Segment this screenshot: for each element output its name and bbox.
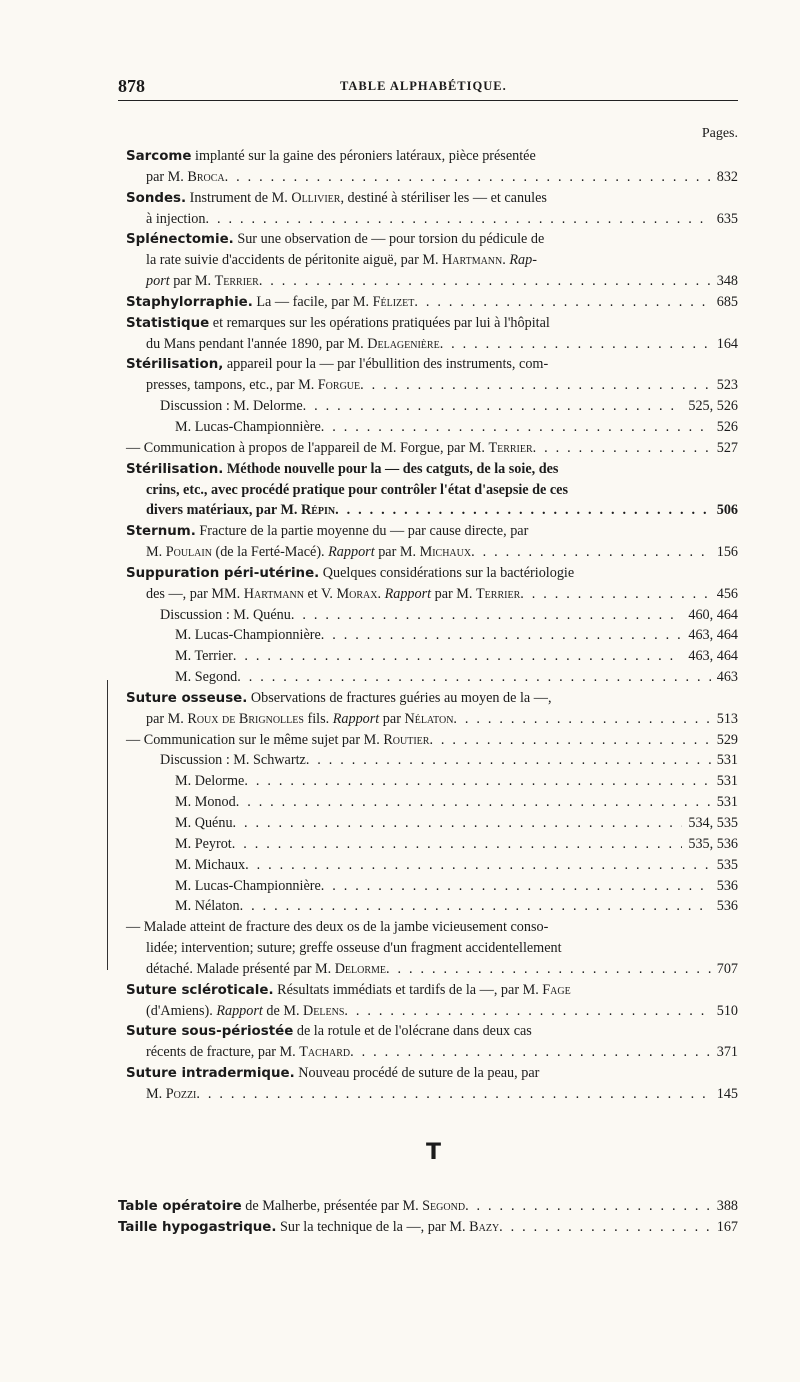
discussion-line: M. Lucas-Championnière . . . 463, 464 (126, 625, 738, 646)
communication-line: — Communication sur le même sujet par M. Routier . . . 529 (126, 730, 738, 751)
entry-line: par M. Broca . . . 832 (126, 167, 738, 188)
entry-sternum: Sternum. Fracture de la partie moyenne du — par cause directe, par (126, 523, 529, 540)
page-ref: 832 (716, 168, 738, 185)
page-ref: 167 (716, 1218, 738, 1235)
entry-line: des —, par MM. Hartmann et V. Morax. Rapport par M. Terrier . . . 456 (126, 584, 738, 605)
entry-line: port par M. Terrier . . . 348 (126, 271, 738, 292)
entry-line: M. Poulain (de la Ferté-Macé). Rapport par M. Michaux . . . 156 (126, 542, 738, 563)
entry-line: du Mans pendant l'année 1890, par M. Delagenière . . . 164 (126, 334, 738, 355)
page-ref: 685 (716, 293, 738, 310)
entry-suppuration: Suppuration péri-utérine. Quelques considérations sur la bactériologie (126, 564, 575, 581)
malade-line: lidée; intervention; suture; greffe osseuse d'un fragment accidentellement (146, 940, 562, 957)
entry-line: M. Pozzi . . . 145 (126, 1084, 738, 1105)
discussion-line: M. Quénu . . . 534, 535 (126, 813, 738, 834)
page-ref: 463 (716, 669, 738, 686)
malade-line: — Malade atteint de fracture des deux os de la jambe vicieusement conso- (126, 919, 549, 936)
page-header (118, 76, 738, 98)
page-number: 878 (118, 76, 145, 96)
entry-sterilisation-methode: Stérilisation. Méthode nouvelle pour la — des catguts, de la soie, des (126, 460, 559, 477)
discussion-line: M. Terrier . . . 463, 464 (126, 646, 738, 667)
page-ref: 371 (716, 1044, 738, 1061)
discussion-line: Discussion : M. Quénu . . . 460, 464 (126, 605, 738, 626)
entry-suture-intradermique: Suture intradermique. Nouveau procédé de suture de la peau, par (126, 1065, 540, 1082)
discussion-line: Discussion : M. Schwartz . . . 531 (126, 750, 738, 771)
discussion-line: M. Lucas-Championnière . . . 526 (126, 417, 738, 438)
page-ref: 531 (716, 794, 738, 811)
entry-suture-osseuse: Suture osseuse. Observations de fractures guéries au moyen de la —, (126, 689, 552, 706)
page-ref: 536 (716, 898, 738, 915)
entry-splenectomie: Splénectomie. Sur une observation de — pour torsion du pédicule de (126, 231, 545, 248)
communication-line: — Communication à propos de l'appareil de M. Forgue, par M. Terrier . . . 527 (126, 438, 738, 459)
entry-line: la rate suivie d'accidents de péritonite aiguë, par M. Hartmann. Rap- (146, 252, 537, 269)
page-ref: 525, 526 (688, 398, 738, 415)
page-ref: 527 (716, 439, 738, 456)
discussion-line: M. Michaux . . . 535 (126, 855, 738, 876)
entry-line: crins, etc., avec procédé pratique pour contrôler l'état d'asepsie de ces (146, 481, 569, 498)
page-ref: 635 (716, 210, 738, 227)
page-ref: 460, 464 (688, 606, 738, 623)
page-ref: 164 (716, 335, 738, 352)
entry-line: à injection . . . 635 (126, 209, 738, 230)
discussion-line: M. Peyrot . . . 535, 536 (126, 834, 738, 855)
page-ref: 526 (716, 418, 738, 435)
page-ref: 531 (716, 752, 738, 769)
discussion-line: Discussion : M. Delorme . . . 525, 526 (126, 396, 738, 417)
entry-sondes: Sondes. Instrument de M. Ollivier, destiné à stériliser les — et canules (126, 189, 547, 206)
page-ref: 348 (716, 273, 738, 290)
page-ref: 463, 464 (688, 648, 738, 665)
entry-line: (d'Amiens). Rapport de M. Delens . . . 510 (126, 1001, 738, 1022)
discussion-line: M. Delorme . . . 531 (126, 771, 738, 792)
entry-table-operatoire: Table opératoire de Malherbe, présentée par M. Segond . . . 388 (118, 1196, 738, 1217)
entry-sterilisation-appareil: Stérilisation, appareil pour la — par l'ébullition des instruments, com- (126, 356, 549, 373)
discussion-line: M. Nélaton . . . 536 (126, 896, 738, 917)
page-ref: 513 (716, 710, 738, 727)
page-ref: 523 (716, 377, 738, 394)
page-ref: 510 (716, 1002, 738, 1019)
section-letter-t: T (426, 1140, 442, 1165)
header-rule (118, 100, 738, 101)
page-ref: 534, 535 (688, 815, 738, 831)
page-ref: 535 (716, 856, 738, 873)
entry-line: par M. Roux de Brignolles fils. Rapport par Nélaton . . . 513 (126, 709, 738, 730)
malade-line: détaché. Malade présenté par M. Delorme . . . 707 (126, 959, 738, 980)
margin-bracket (107, 680, 114, 970)
page-ref: 456 (716, 585, 738, 602)
section-t-entries (118, 1196, 738, 1238)
page-ref: 388 (716, 1198, 738, 1214)
entry-suture-scleroticale: Suture scléroticale. Résultats immédiats et tardifs de la —, par M. Fage (126, 981, 571, 998)
page-ref: 535, 536 (688, 835, 738, 852)
entry-suture-sous-periostee: Suture sous-périostée de la rotule et de l'olécrane dans deux cas (126, 1023, 532, 1040)
entry-statistique: Statistique et remarques sur les opérations pratiquées par lui à l'hôpital (126, 314, 550, 331)
entry-taille-hypogastrique: Taille hypogastrique. Sur la technique de la —, par M. Bazy . . . 167 (118, 1217, 738, 1238)
page-ref: 531 (716, 773, 738, 790)
index-entries (126, 146, 738, 1105)
page-ref: 145 (716, 1085, 738, 1102)
discussion-line: M. Lucas-Championnière . . . 536 (126, 876, 738, 897)
page-ref: 707 (716, 960, 738, 977)
pages-column-label: Pages. (701, 126, 738, 141)
entry-line: récents de fracture, par M. Tachard . . . 371 (126, 1042, 738, 1063)
page-ref: 506 (716, 502, 738, 519)
running-title: TABLE ALPHABÉTIQUE. (340, 79, 507, 93)
entry-staphylorraphie: Staphylorraphie. La — facile, par M. Félizet . . . 685 (126, 292, 738, 313)
page-ref: 463, 464 (688, 627, 738, 644)
page-ref: 156 (716, 544, 738, 561)
entry-line: presses, tampons, etc., par M. Forgue . . . 523 (126, 375, 738, 396)
page-ref: 529 (716, 731, 738, 748)
entry-line: divers matériaux, par M. Répin . . . 506 (126, 500, 738, 521)
page-ref: 536 (716, 877, 738, 894)
entry-sarcome: Sarcome implanté sur la gaine des péroniers latéraux, pièce présentée (126, 148, 536, 164)
discussion-line: M. Monod . . . 531 (126, 792, 738, 813)
discussion-line: M. Segond . . . 463 (126, 667, 738, 688)
